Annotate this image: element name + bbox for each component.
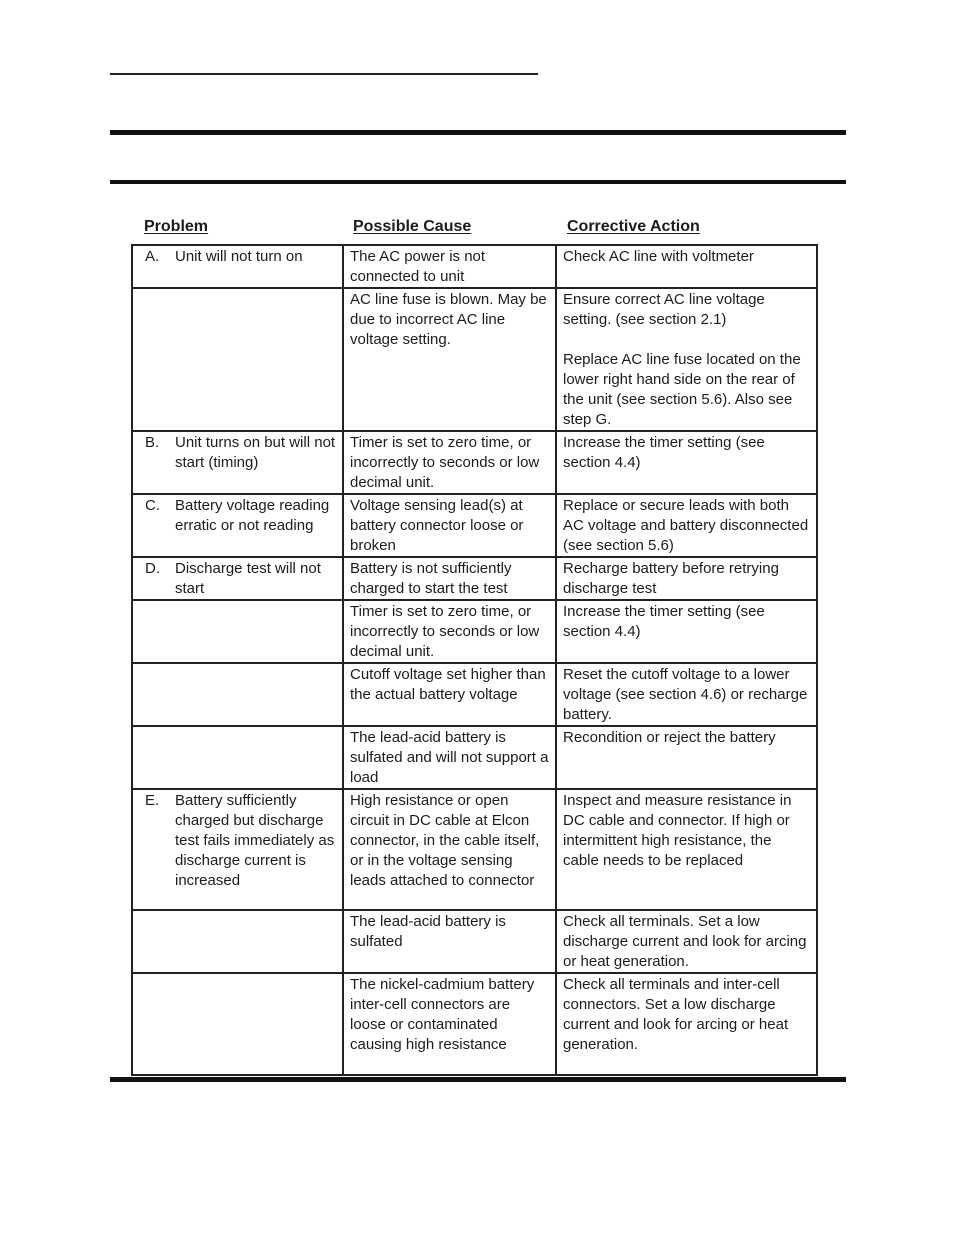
action-cell: Replace or secure leads with both AC voltage and battery disconnected (see section 5.6) [556, 494, 817, 557]
action-cell: Increase the timer setting (see section 4.4) [556, 600, 817, 663]
problem-text: Unit will not turn on [175, 248, 303, 265]
problem-letter: E. [145, 792, 160, 809]
table-header-row [131, 218, 816, 240]
troubleshooting-table [131, 244, 818, 1076]
table-row [132, 245, 817, 288]
action-cell: Recharge battery before retrying discharge test [556, 557, 817, 600]
footer-rule [110, 1077, 846, 1082]
table-row [132, 910, 817, 973]
header-problem: Problem [144, 218, 209, 235]
header-corrective-action: Corrective Action [567, 218, 700, 235]
action-cell: Check all terminals. Set a low discharge current and look for arcing or heat generation. [556, 910, 817, 973]
action-cell: Check all terminals and inter-cell connectors. Set a low discharge current and look for arcing or heat generation. [556, 973, 817, 1075]
cause-cell: The nickel-cadmium battery inter-cell connectors are loose or contaminated causing high resistance [343, 973, 556, 1075]
header-rule-top [110, 130, 846, 135]
action-cell: Inspect and measure resistance in DC cable and connector. If high or intermittent high resistance, the cable needs to be replaced [556, 789, 817, 910]
table-row [132, 288, 817, 431]
problem-cell [132, 288, 343, 431]
problem-cell [132, 789, 343, 910]
header-rule-bottom [110, 180, 846, 184]
problem-letter: A. [145, 248, 160, 265]
problem-text: Discharge test will not start [175, 560, 321, 597]
problem-cell [132, 973, 343, 1075]
cause-cell: Voltage sensing lead(s) at battery connector loose or broken [343, 494, 556, 557]
cause-cell: The lead-acid battery is sulfated and will not support a load [343, 726, 556, 789]
problem-cell [132, 431, 343, 494]
cause-cell: Timer is set to zero time, or incorrectly to seconds or low decimal unit. [343, 431, 556, 494]
problem-cell [132, 494, 343, 557]
problem-cell [132, 726, 343, 789]
table-row [132, 600, 817, 663]
cause-cell: The AC power is not connected to unit [343, 245, 556, 288]
cause-cell: AC line fuse is blown. May be due to incorrect AC line voltage setting. [343, 288, 556, 431]
table-row [132, 557, 817, 600]
cause-cell: The lead-acid battery is sulfated [343, 910, 556, 973]
cause-cell: Cutoff voltage set higher than the actual battery voltage [343, 663, 556, 726]
problem-text: Battery voltage reading erratic or not reading [175, 497, 330, 534]
table-row [132, 726, 817, 789]
problem-letter: D. [145, 560, 160, 577]
problem-text: Unit turns on but will not start (timing) [175, 434, 336, 471]
action-text-secondary: Replace AC line fuse located on the lower right hand side on the rear of the unit (see section 5.6). Also see step G. [563, 351, 801, 428]
problem-letter: C. [145, 497, 160, 514]
problem-cell [132, 600, 343, 663]
action-cell: Increase the timer setting (see section 4.4) [556, 431, 817, 494]
cause-cell: Battery is not sufficiently charged to start the test [343, 557, 556, 600]
top-thin-rule [110, 73, 538, 75]
problem-letter: B. [145, 434, 160, 451]
table-row [132, 789, 817, 910]
table-row [132, 431, 817, 494]
problem-cell [132, 910, 343, 973]
problem-cell [132, 663, 343, 726]
action-text: Ensure correct AC line voltage setting. (see section 2.1) [563, 291, 765, 328]
table-row [132, 494, 817, 557]
action-cell: Recondition or reject the battery [556, 726, 817, 789]
action-cell [556, 288, 817, 431]
header-possible-cause: Possible Cause [353, 218, 472, 235]
problem-cell [132, 245, 343, 288]
action-cell: Check AC line with voltmeter [556, 245, 817, 288]
problem-cell [132, 557, 343, 600]
table-row [132, 663, 817, 726]
table-row [132, 973, 817, 1075]
problem-text: Battery sufficiently charged but discharge test fails immediately as discharge current is increased [175, 792, 335, 889]
action-cell: Reset the cutoff voltage to a lower voltage (see section 4.6) or recharge battery. [556, 663, 817, 726]
cause-cell: Timer is set to zero time, or incorrectly to seconds or low decimal unit. [343, 600, 556, 663]
cause-cell: High resistance or open circuit in DC cable at Elcon connector, in the cable itself, or in the voltage sensing leads attached to connector [343, 789, 556, 910]
